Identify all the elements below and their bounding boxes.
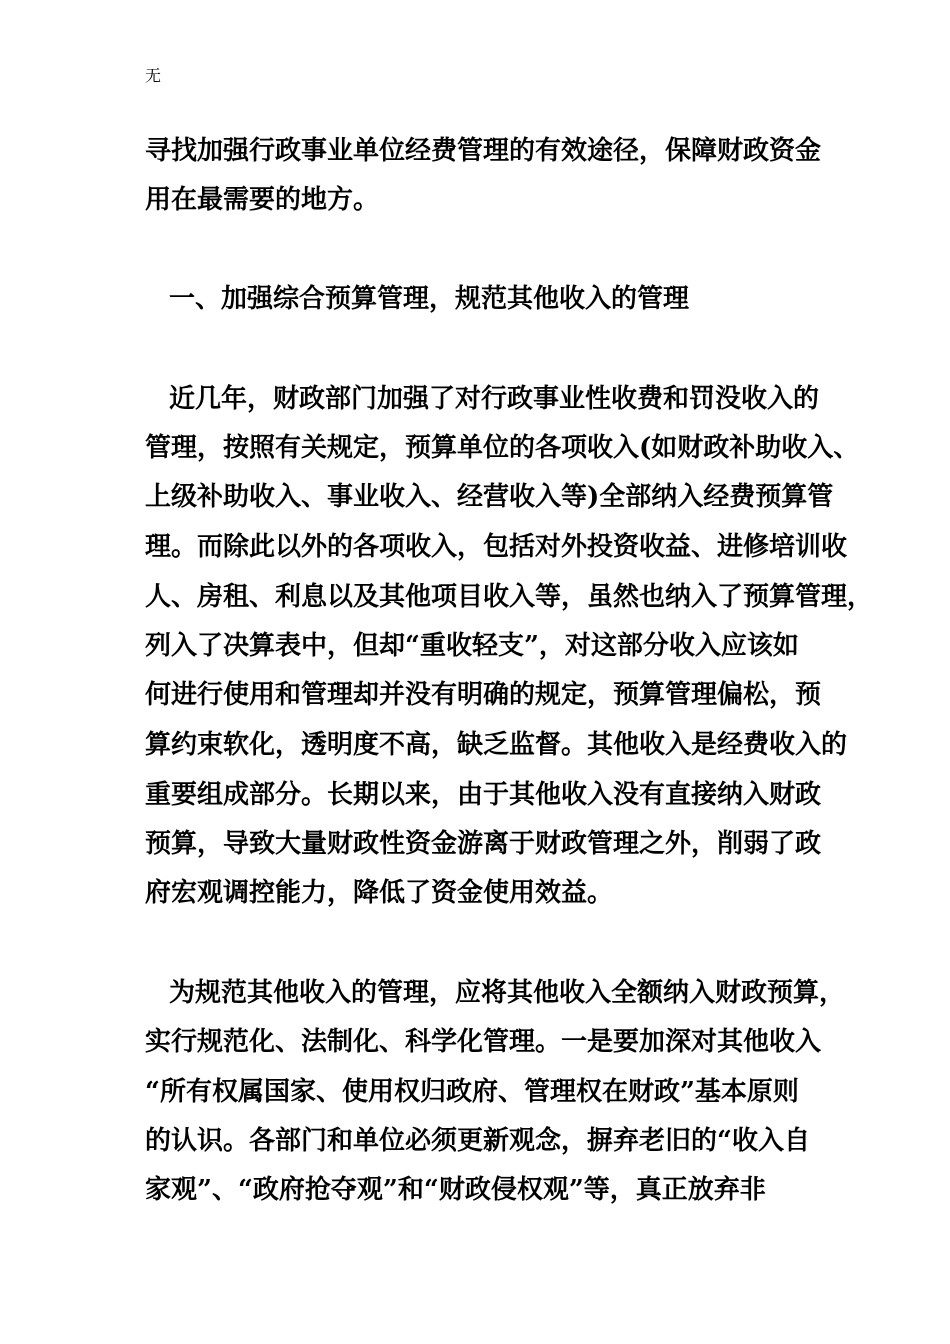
- body-line: “所有权属国家、使用权归政府、管理权在财政”基本原则: [145, 1077, 799, 1107]
- body-line: 为规范其他收入的管理，应将其他收入全额纳入财政预算，: [169, 978, 846, 1008]
- section-heading: 一、加强综合预算管理，规范其他收入的管理: [169, 284, 690, 314]
- body-line: 寻找加强行政事业单位经费管理的有效途径，保障财政资金: [145, 136, 822, 166]
- body-line: 理。而除此以外的各项收入，包括对外投资收益、进修培训收: [145, 532, 848, 562]
- body-line: 近几年，财政部门加强了对行政事业性收费和罚没收入的: [169, 384, 820, 414]
- body-line: 管理，按照有关规定，预算单位的各项收入(如财政补助收入、: [145, 433, 860, 463]
- body-line: 何进行使用和管理却并没有明确的规定，预算管理偏松，预: [145, 680, 822, 710]
- body-line: 上级补助收入、事业收入、经营收入等)全部纳入经费预算管: [145, 482, 834, 512]
- page-header: 无: [145, 66, 162, 85]
- body-line: 人、房租、利息以及其他项目收入等，虽然也纳入了预算管理，: [145, 582, 874, 612]
- body-line: 用在最需要的地方。: [145, 185, 380, 215]
- body-line: 的认识。各部门和单位必须更新观念，摒弃老旧的“收入自: [145, 1126, 810, 1156]
- body-line: 府宏观调控能力，降低了资金使用效益。: [145, 878, 614, 908]
- body-line: 算约束软化，透明度不高，缺乏监督。其他收入是经费收入的: [145, 730, 848, 760]
- body-line: 家观”、“政府抢夺观”和“财政侵权观”等，真正放弃非: [145, 1175, 766, 1205]
- body-line: 实行规范化、法制化、科学化管理。一是要加深对其他收入: [145, 1027, 822, 1057]
- body-line: 重要组成部分。长期以来，由于其他收入没有直接纳入财政: [145, 780, 822, 810]
- document-body: [145, 0, 874, 1344]
- body-line: 预算，导致大量财政性资金游离于财政管理之外，削弱了政: [145, 829, 822, 859]
- body-line: 列入了决算表中，但却“重收轻支”，对这部分收入应该如: [145, 631, 799, 661]
